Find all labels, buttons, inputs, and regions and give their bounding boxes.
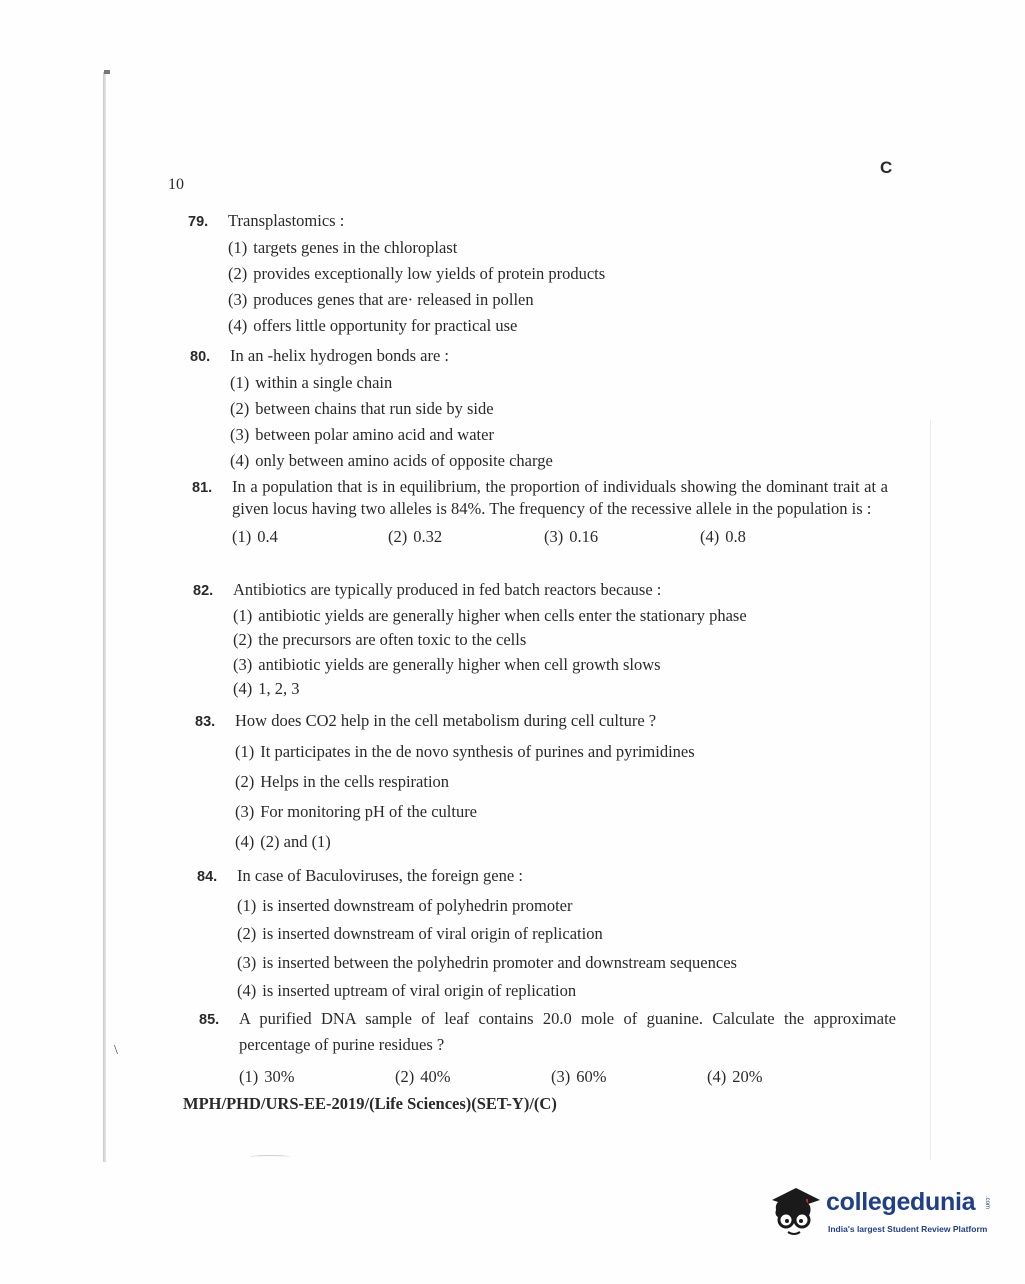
options-row: [239, 1064, 896, 1090]
option-item: (4) 20%: [707, 1067, 763, 1086]
graduate-mascot-icon: [766, 1180, 824, 1240]
option-item: (1) 0.4: [232, 527, 278, 546]
question-80: [190, 343, 890, 474]
margin-mark: \: [114, 1043, 118, 1058]
question-number: 80.: [190, 349, 211, 365]
question-number: 82.: [193, 583, 214, 599]
option-item: (3) 0.16: [544, 527, 599, 546]
options-list: [233, 604, 893, 702]
question-text: Transplastomics :: [228, 211, 345, 230]
option-item: (4) (2) and (1): [235, 832, 331, 851]
option-item: (3) produces genes that are· released in pollen: [228, 290, 534, 309]
option-item: (3) antibiotic yields are generally higher when cell growth slows: [233, 654, 661, 674]
options-list: [230, 370, 890, 474]
question-text: How does CO2 help in the cell metabolism during cell culture ?: [235, 711, 657, 730]
option-item: (2) the precursors are often toxic to the cells: [233, 630, 527, 649]
option-item: (2) between chains that run side by side: [230, 399, 494, 418]
collegedunia-watermark: [766, 1180, 996, 1250]
option-item: (1) It participates in the de novo synthesis of purines and pyrimidines: [235, 742, 695, 761]
question-text: In a population that is in equilibrium, the proportion of individuals showing the dominant trait at a given locus having two alleles is 84%. The frequency of the recessive allele in the population is :: [232, 477, 888, 518]
question-text: In case of Baculoviruses, the foreign gene :: [237, 866, 523, 885]
option-item: (2) is inserted downstream of viral origin of replication: [237, 924, 603, 943]
paper-code: MPH/PHD/URS-EE-2019/(Life Sciences)(SET-Y)/(C): [183, 1094, 557, 1113]
question-85: [199, 1006, 896, 1090]
option-item: (3) is inserted between the polyhedrin promoter and downstream sequences: [237, 952, 737, 972]
scan-binding-edge: [103, 72, 106, 1162]
option-item: (2) Helps in the cells respiration: [235, 772, 450, 791]
question-text: A purified DNA sample of leaf contains 20.0 mole of guanine. Calculate the approximate percentage of purine residues ?: [239, 1009, 896, 1054]
question-84: [197, 862, 897, 1006]
question-81: [192, 476, 888, 548]
scan-edge-mark: [104, 70, 110, 74]
brand-tagline: India's largest Student Review Platform: [828, 1224, 988, 1234]
brand-tld: .com: [984, 1196, 990, 1210]
page-number: 10: [168, 176, 184, 193]
question-number: 85.: [199, 1012, 220, 1028]
brand-name: collegedunia: [826, 1188, 976, 1216]
option-item: (1) 30%: [239, 1067, 295, 1086]
question-text: In an -helix hydrogen bonds are :: [230, 346, 450, 365]
question-number: 84.: [197, 869, 218, 885]
option-item: (2) 0.32: [388, 527, 443, 546]
question-79: [188, 208, 888, 339]
option-item: (2) provides exceptionally low yields of protein products: [228, 264, 606, 283]
option-item: (4) only between amino acids of opposite charge: [230, 451, 553, 470]
option-item: (3) For monitoring pH of the culture: [235, 802, 478, 821]
option-item: (4) is inserted uptream of viral origin of replication: [237, 981, 577, 1000]
scan-fold-line: [930, 420, 931, 1160]
options-list: [237, 892, 897, 1006]
option-item: (1) is inserted downstream of polyhedrin promoter: [237, 895, 573, 915]
options-list: [228, 235, 888, 339]
option-item: (1) antibiotic yields are generally higher when cells enter the stationary phase: [233, 605, 747, 625]
option-item: (4) offers little opportunity for practical use: [228, 316, 518, 335]
option-item: (3) between polar amino acid and water: [230, 425, 494, 444]
question-82: [193, 578, 893, 702]
set-letter: C: [880, 158, 893, 177]
question-83: [195, 706, 895, 857]
options-list: [235, 737, 895, 857]
question-number: 79.: [188, 214, 209, 230]
option-item: (4) 1, 2, 3: [233, 679, 300, 698]
option-item: (3) 60%: [551, 1067, 607, 1086]
options-row: [232, 526, 888, 548]
option-item: (2) 40%: [395, 1067, 451, 1086]
question-number: 83.: [195, 714, 216, 730]
option-item: (4) 0.8: [700, 527, 746, 546]
question-text: Antibiotics are typically produced in fed batch reactors because :: [233, 580, 662, 599]
question-number: 81.: [192, 480, 213, 496]
option-item: (1) within a single chain: [230, 373, 393, 392]
option-item: (1) targets genes in the chloroplast: [228, 238, 458, 257]
scan-smudge: [250, 1155, 290, 1159]
